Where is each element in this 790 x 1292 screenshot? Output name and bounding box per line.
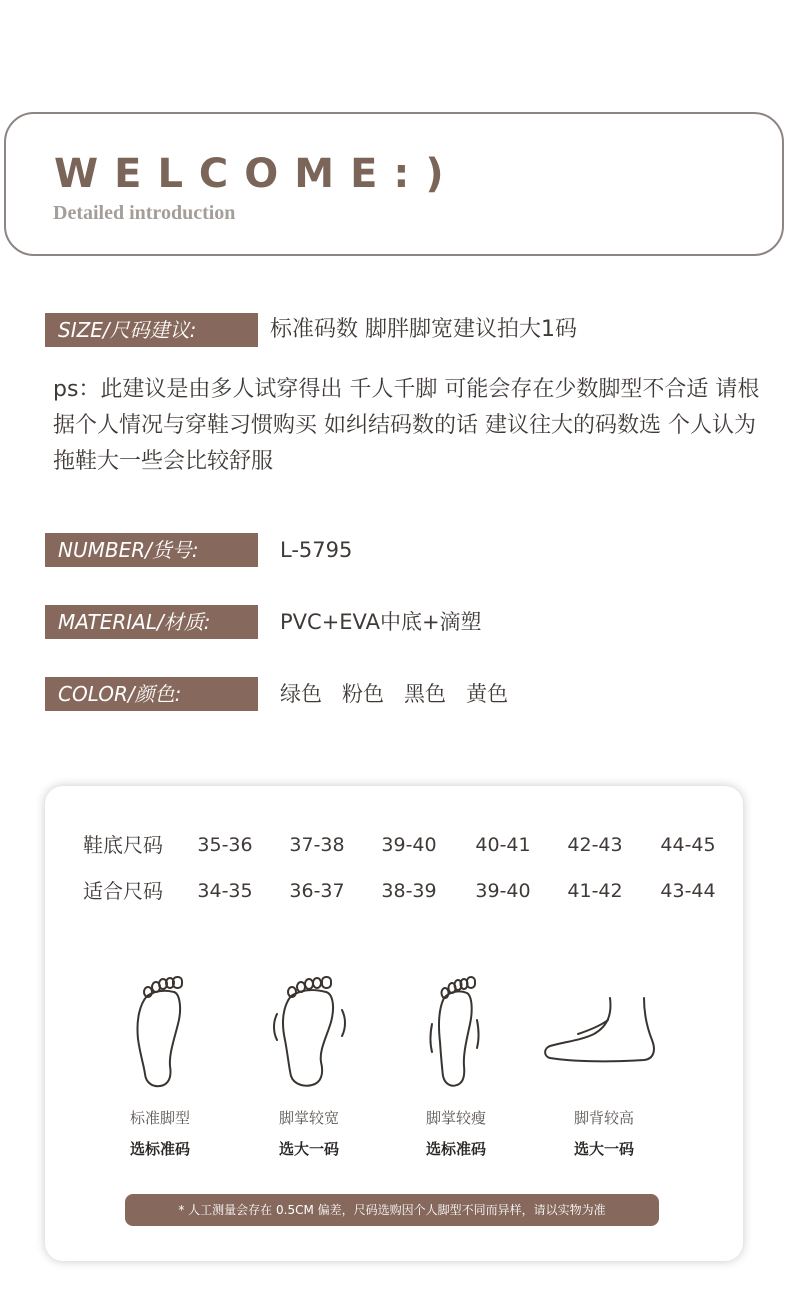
number-tag: NUMBER/货号: xyxy=(45,533,258,567)
foot-type-wide xyxy=(249,974,369,1159)
size-cell: 44-45 xyxy=(660,834,716,856)
foot-advice-label: 选大一码 xyxy=(278,1140,339,1158)
size-cell: 36-37 xyxy=(289,880,345,902)
size-cell: 38-39 xyxy=(381,880,437,902)
color-tag: COLOR/颜色: xyxy=(45,677,258,711)
size-cell: 42-43 xyxy=(567,834,623,856)
foot-advice-label: 选标准码 xyxy=(129,1140,190,1158)
foot-type-standard xyxy=(100,974,220,1159)
foot-type-label: 标准脚型 xyxy=(129,1109,190,1127)
material-tag: MATERIAL/材质: xyxy=(45,605,258,639)
size-note: ps：此建议是由多人试穿得出 千人千脚 可能会存在少数脚型不合适 请根据个人情况与穿鞋习惯购买 如纠结码数的话 建议往大的码数选 个人认为拖鞋大一些会比较舒服 xyxy=(53,377,760,474)
size-cell: 40-41 xyxy=(475,834,531,856)
size-cell: 41-42 xyxy=(567,880,623,902)
welcome-subtitle: Detailed introduction xyxy=(53,202,236,224)
fit-size-label: 适合尺码 xyxy=(83,879,163,903)
welcome-title: WELCOME:) xyxy=(54,151,460,197)
foot-type-narrow xyxy=(396,974,516,1159)
foot-advice-label: 选大一码 xyxy=(573,1140,634,1158)
wide-foot-icon xyxy=(249,974,369,1089)
size-cell: 34-35 xyxy=(197,880,253,902)
size-tag: SIZE/尺码建议: xyxy=(45,313,258,347)
size-cell: 35-36 xyxy=(197,834,253,856)
welcome-banner xyxy=(4,112,784,256)
sole-size-label: 鞋底尺码 xyxy=(83,833,163,857)
size-cell: 43-44 xyxy=(660,880,716,902)
foot-advice-label: 选标准码 xyxy=(425,1140,486,1158)
size-chart-card xyxy=(45,786,743,1261)
color-value: 绿色 粉色 黑色 黄色 xyxy=(280,682,509,706)
narrow-foot-icon xyxy=(396,974,516,1089)
measurement-note: * 人工测量会存在 0.5CM 偏差，尺码选购因个人脚型不同而异样，请以实物为准 xyxy=(125,1194,659,1226)
foot-type-label: 脚掌较宽 xyxy=(278,1109,339,1127)
size-cell: 39-40 xyxy=(381,834,437,856)
material-value: PVC+EVA中底+滴塑 xyxy=(280,610,482,634)
foot-type-label: 脚掌较瘦 xyxy=(425,1109,486,1127)
foot-type-label: 脚背较高 xyxy=(573,1109,634,1127)
standard-foot-icon xyxy=(100,974,220,1089)
size-value: 标准码数 脚胖脚宽建议拍大1码 xyxy=(270,317,577,342)
size-cell: 37-38 xyxy=(289,834,345,856)
sole-size-row xyxy=(45,830,743,860)
fit-size-row xyxy=(45,876,743,906)
foot-type-high-instep xyxy=(544,974,664,1159)
size-cell: 39-40 xyxy=(475,880,531,902)
high-instep-foot-icon xyxy=(544,974,664,1089)
number-value: L-5795 xyxy=(280,538,353,562)
